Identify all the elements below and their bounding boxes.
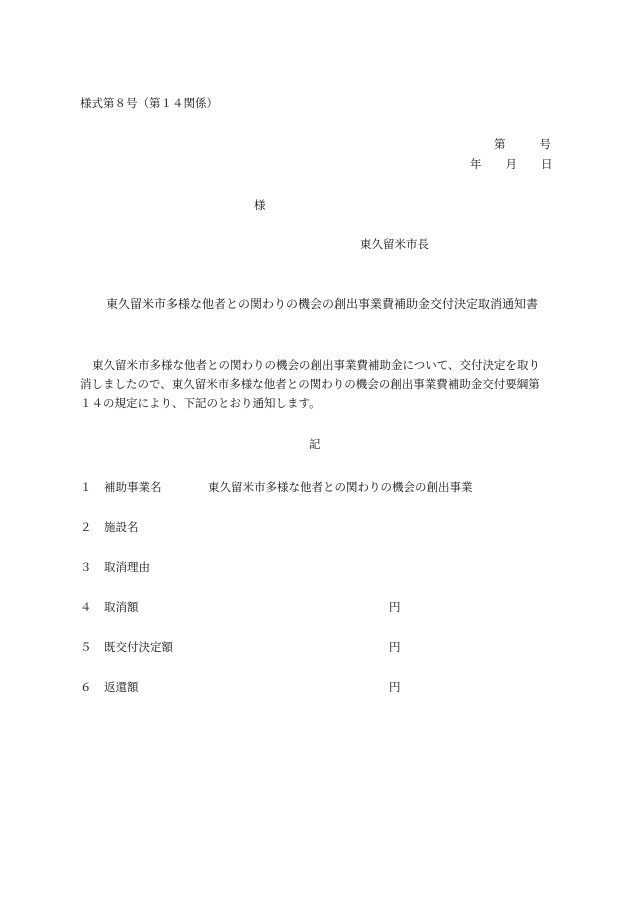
date-line bbox=[470, 159, 553, 171]
yen-unit: 円 bbox=[389, 680, 401, 694]
addressee: 様 bbox=[254, 198, 266, 212]
sender: 東久留米市長 bbox=[360, 237, 429, 251]
date-month: 月 bbox=[505, 157, 517, 171]
item-number: ６ bbox=[80, 680, 92, 694]
doc-number-dai: 第 bbox=[494, 137, 506, 151]
body-line-2: 消しましたので、東久留米市多様な他者との関わりの機会の創出事業費補助金交付要綱第 bbox=[80, 377, 540, 391]
item-label: 取消額 bbox=[104, 600, 139, 614]
date-day: 日 bbox=[541, 157, 553, 171]
item-number: ５ bbox=[80, 640, 92, 654]
item-label: 取消理由 bbox=[104, 560, 150, 574]
body-line-3: １４の規定により、下記のとおり通知します。 bbox=[80, 396, 321, 410]
doc-number-go: 号 bbox=[539, 137, 551, 151]
body-line-1: 東久留米市多様な他者との関わりの機会の創出事業費補助金について、交付決定を取り bbox=[92, 358, 541, 372]
item-label: 補助事業名 bbox=[104, 480, 162, 494]
date-year: 年 bbox=[470, 157, 482, 171]
form-number: 様式第８号（第１４関係） bbox=[80, 96, 218, 110]
item-label: 既交付決定額 bbox=[104, 640, 173, 654]
item-label: 施設名 bbox=[104, 520, 139, 534]
item-number: ２ bbox=[80, 520, 92, 534]
item-number: ３ bbox=[80, 560, 92, 574]
document-number-line bbox=[494, 139, 551, 151]
item-label: 返還額 bbox=[104, 680, 139, 694]
item-number: ４ bbox=[80, 600, 92, 614]
yen-unit: 円 bbox=[389, 600, 401, 614]
ki-label: 記 bbox=[309, 437, 321, 451]
document-title: 東久留米市多様な他者との関わりの機会の創出事業費補助金交付決定取消通知書 bbox=[106, 297, 539, 311]
body-text bbox=[80, 356, 553, 413]
item-number: １ bbox=[80, 480, 92, 494]
item-value: 東久留米市多様な他者との関わりの機会の創出事業 bbox=[208, 480, 473, 494]
yen-unit: 円 bbox=[389, 640, 401, 654]
